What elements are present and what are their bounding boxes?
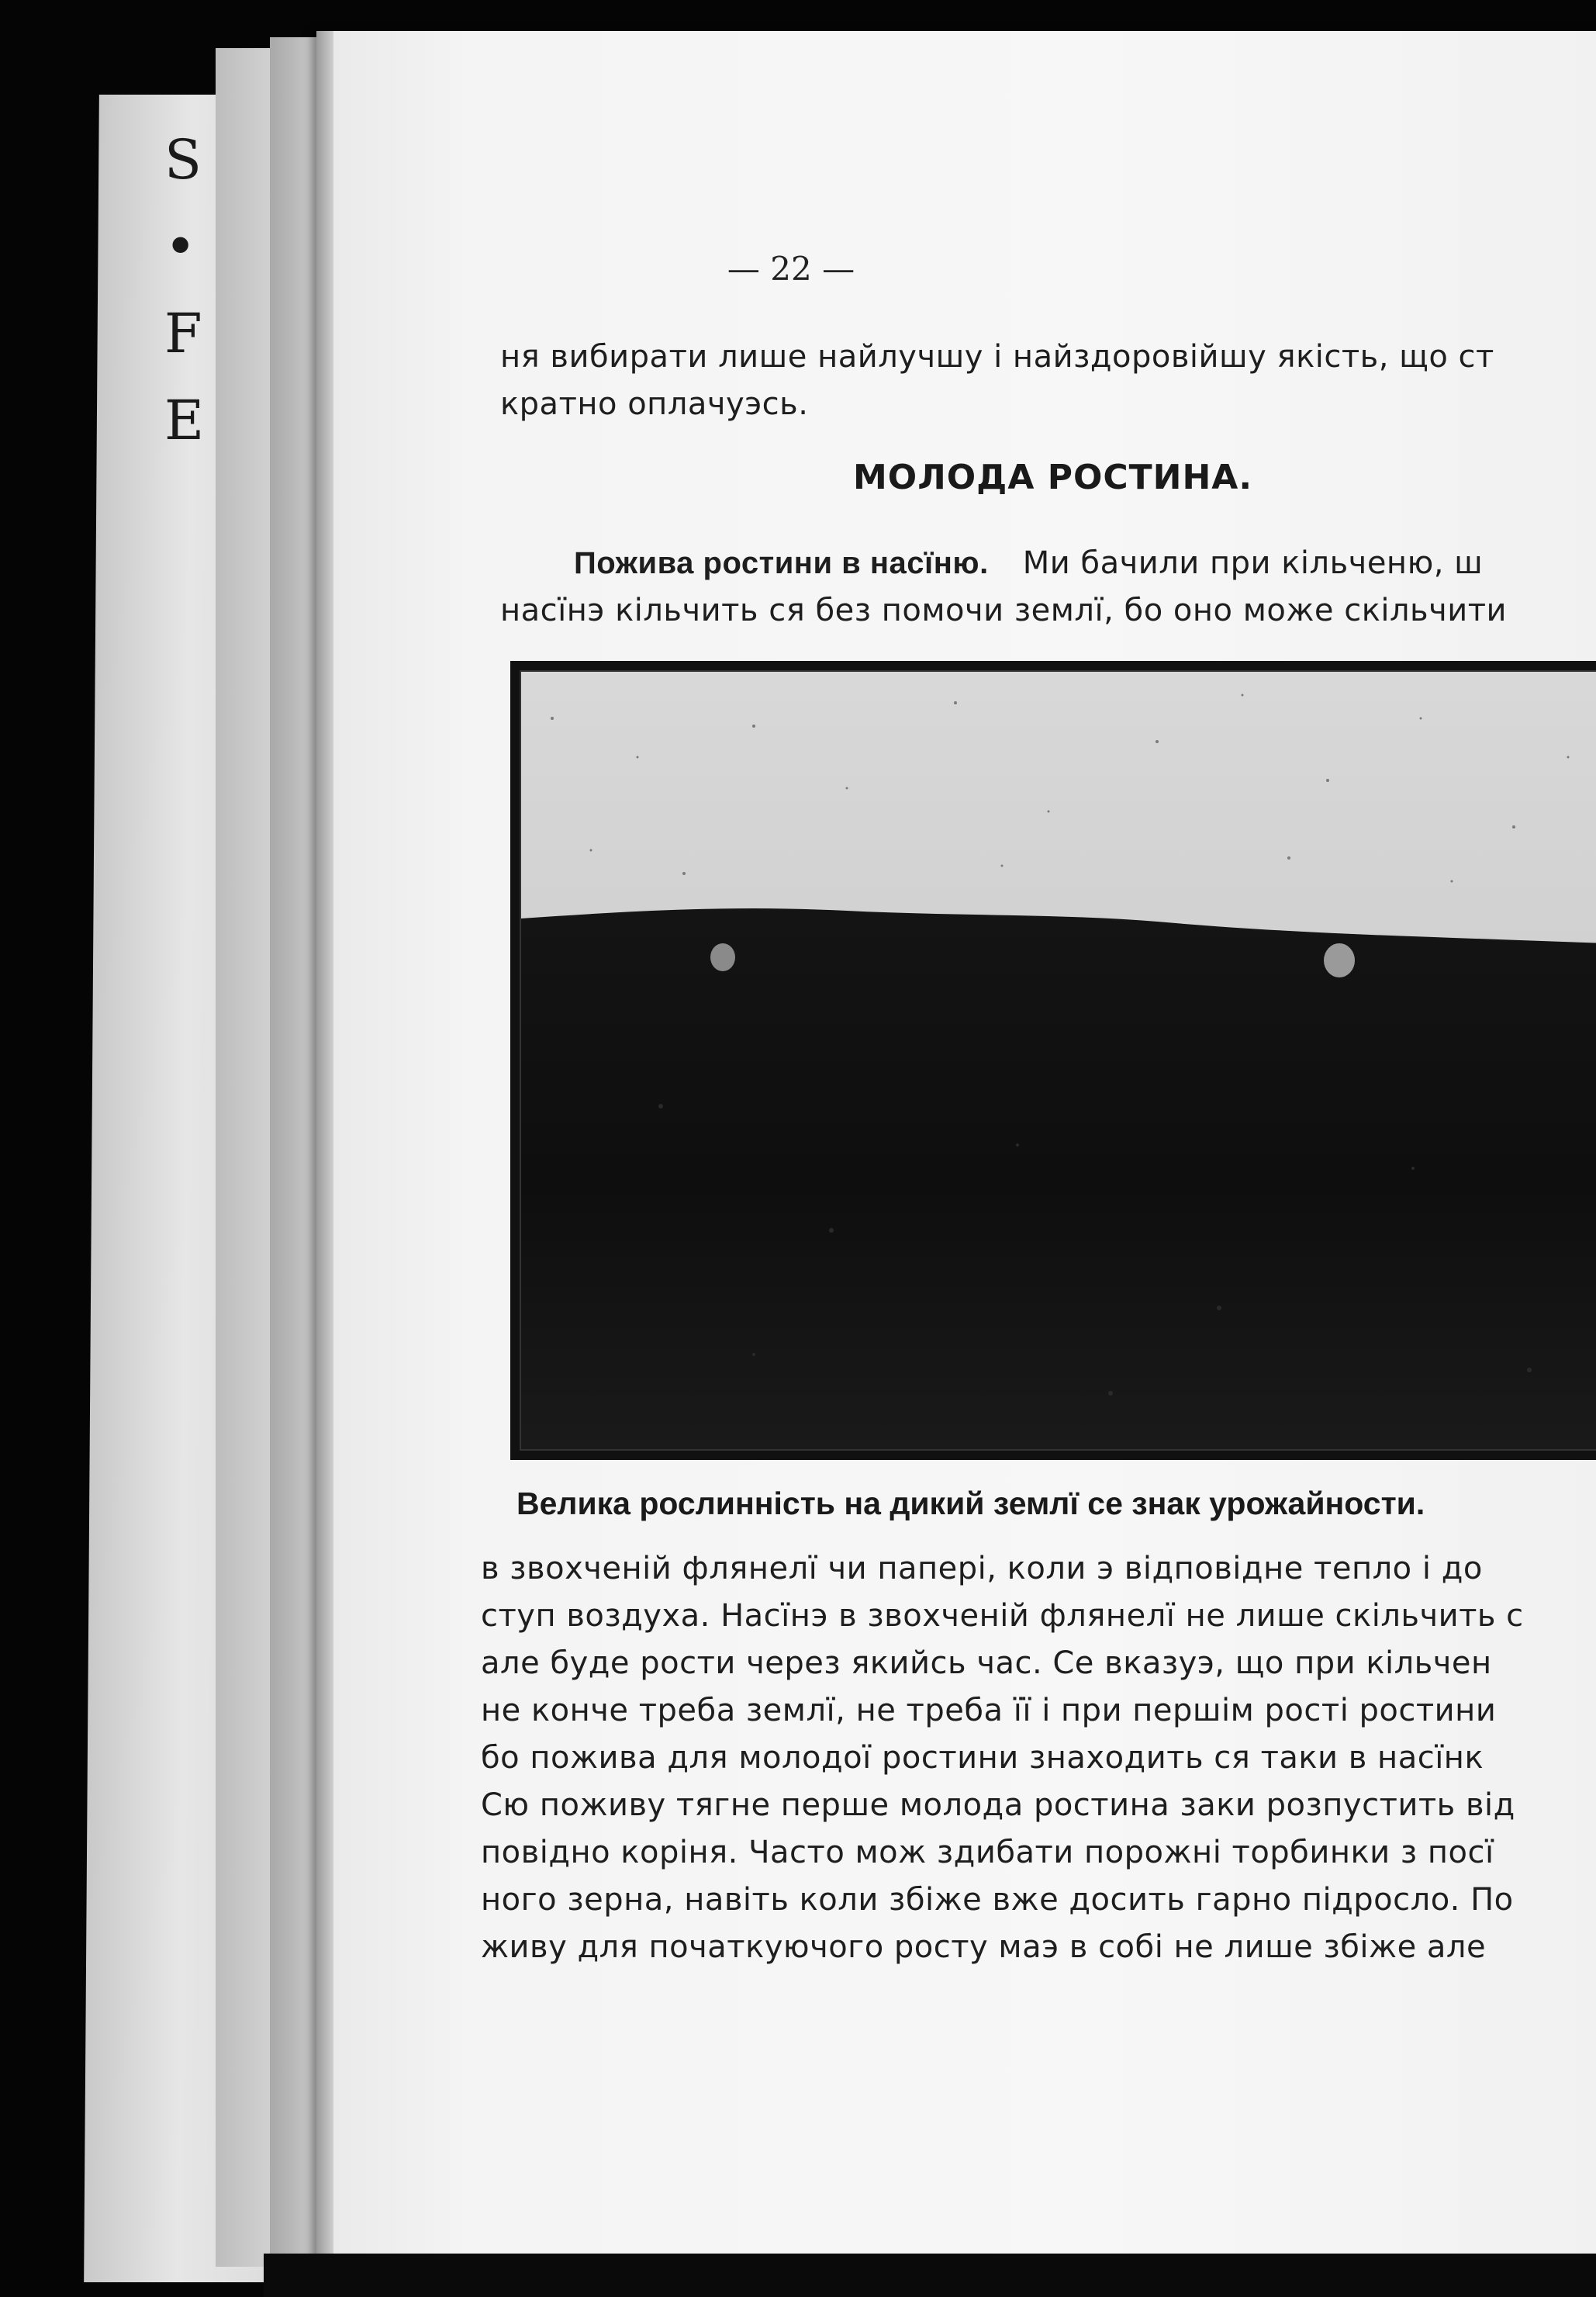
- text-line: [500, 540, 1507, 587]
- margin-letter: •: [164, 215, 197, 278]
- landscape-image: [521, 672, 1596, 1451]
- section-heading: МОЛОДА РОСТИНА.: [853, 458, 1253, 497]
- section-line-first: Ми бачили при кільченю, ш: [1022, 545, 1484, 581]
- text-line: в звохченій флянелї чи папері, коли э відповідне тепло і до: [481, 1551, 1483, 1586]
- page-number: — 22 —: [727, 250, 855, 288]
- text-line: повідно коріня. Часто мож здибати порожні торбинки з посї: [481, 1835, 1494, 1870]
- section-paragraph: [500, 540, 1507, 635]
- body-paragraph: [481, 1545, 1524, 1971]
- page-binding-edge: [316, 31, 333, 2273]
- text-line: Сю поживу тягне перше молода ростина заки розпустить від: [481, 1787, 1515, 1823]
- landscape-photo: [520, 670, 1596, 1451]
- text-line: ня вибирати лише найлучшу і найздоровійшу якість, що ст: [500, 339, 1494, 375]
- photo-frame: [510, 661, 1596, 1460]
- scan-bottom-border: [264, 2254, 1596, 2297]
- text-line: ного зерна, навіть коли збіже вже досить гарно підросло. По: [481, 1882, 1514, 1918]
- text-line: але буде рости через якийсь час. Се вказуэ, що при кільчен: [481, 1645, 1492, 1681]
- text-line: ступ воздуха. Насїнэ в звохченій флянелї не лише скільчить с: [481, 1598, 1524, 1634]
- intro-paragraph: [500, 334, 1494, 428]
- section-lead: Пожива ростини в насїню.: [574, 546, 989, 580]
- margin-letter: F: [164, 302, 202, 365]
- text-line: живу для початкуючого росту маэ в собі не лише збіже але: [481, 1929, 1487, 1965]
- text-line: не конче треба землї, не треба її і при першім рості ростини: [481, 1693, 1497, 1728]
- margin-letter: E: [164, 389, 205, 452]
- text-line: бо пожива для молодої ростини знаходить ся таки в насїнк: [481, 1740, 1484, 1776]
- text-line: насїнэ кільчить ся без помочи землї, бо оно може скільчити: [500, 593, 1508, 628]
- margin-letter: S: [164, 128, 202, 192]
- photo-caption: Велика рослинність на дикий землї се знак урожайности.: [516, 1486, 1425, 1521]
- margin-letters: [164, 116, 219, 464]
- text-line: кратно оплачуэсь.: [500, 386, 809, 422]
